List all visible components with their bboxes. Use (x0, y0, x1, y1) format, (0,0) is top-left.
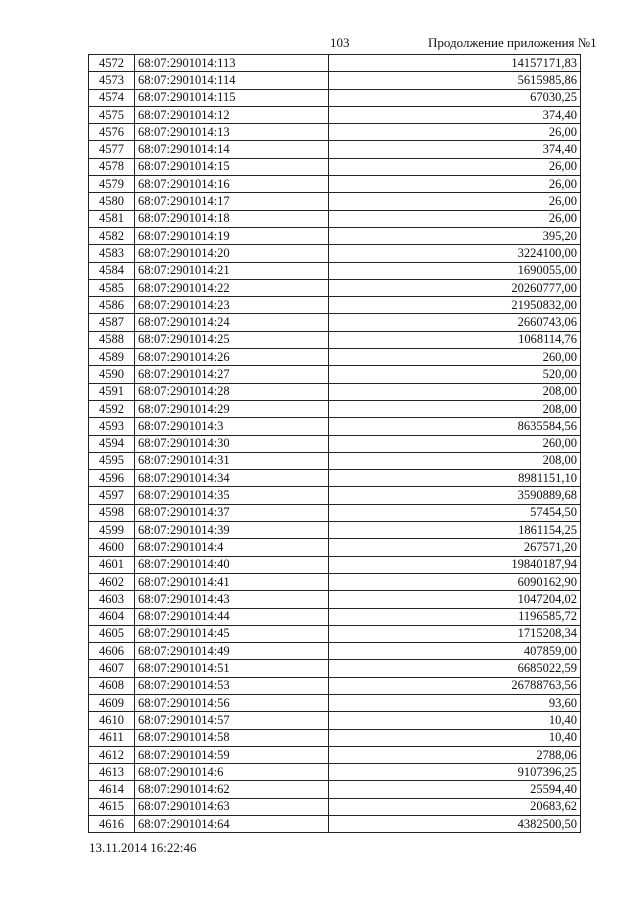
table-row (89, 366, 581, 383)
value-cell: 26,00 (329, 124, 581, 141)
cadastral-number-cell: 68:07:2901014:16 (135, 176, 329, 193)
cadastral-number-cell: 68:07:2901014:31 (135, 452, 329, 469)
cadastral-number-cell: 68:07:2901014:43 (135, 591, 329, 608)
cadastral-number-cell: 68:07:2901014:28 (135, 383, 329, 400)
row-number-cell: 4600 (89, 539, 135, 556)
table-row (89, 729, 581, 746)
row-number-cell: 4607 (89, 660, 135, 677)
table-row (89, 591, 581, 608)
cadastral-number-cell: 68:07:2901014:39 (135, 522, 329, 539)
row-number-cell: 4599 (89, 522, 135, 539)
table-row (89, 106, 581, 123)
table-row (89, 72, 581, 89)
row-number-cell: 4579 (89, 176, 135, 193)
value-cell: 10,40 (329, 729, 581, 746)
cadastral-number-cell: 68:07:2901014:45 (135, 625, 329, 642)
row-number-cell: 4596 (89, 470, 135, 487)
value-cell: 8635584,56 (329, 418, 581, 435)
row-number-cell: 4574 (89, 89, 135, 106)
cadastral-number-cell: 68:07:2901014:20 (135, 245, 329, 262)
cadastral-number-cell: 68:07:2901014:53 (135, 677, 329, 694)
table-row (89, 816, 581, 833)
row-number-cell: 4601 (89, 556, 135, 573)
value-cell: 1068114,76 (329, 331, 581, 348)
row-number-cell: 4595 (89, 452, 135, 469)
table-row (89, 55, 581, 72)
cadastral-number-cell: 68:07:2901014:64 (135, 816, 329, 833)
row-number-cell: 4585 (89, 279, 135, 296)
table-row (89, 573, 581, 590)
value-cell: 208,00 (329, 383, 581, 400)
table-row (89, 764, 581, 781)
table-row (89, 712, 581, 729)
row-number-cell: 4612 (89, 746, 135, 763)
value-cell: 26,00 (329, 176, 581, 193)
value-cell: 3590889,68 (329, 487, 581, 504)
table-row (89, 556, 581, 573)
value-cell: 26,00 (329, 193, 581, 210)
row-number-cell: 4592 (89, 400, 135, 417)
value-cell: 10,40 (329, 712, 581, 729)
cadastral-number-cell: 68:07:2901014:4 (135, 539, 329, 556)
cadastral-number-cell: 68:07:2901014:62 (135, 781, 329, 798)
table-row (89, 746, 581, 763)
cadastral-number-cell: 68:07:2901014:40 (135, 556, 329, 573)
value-cell: 5615985,86 (329, 72, 581, 89)
row-number-cell: 4614 (89, 781, 135, 798)
cadastral-value-table (88, 54, 581, 833)
value-cell: 67030,25 (329, 89, 581, 106)
value-cell: 3224100,00 (329, 245, 581, 262)
cadastral-number-cell: 68:07:2901014:13 (135, 124, 329, 141)
cadastral-number-cell: 68:07:2901014:58 (135, 729, 329, 746)
value-cell: 407859,00 (329, 643, 581, 660)
value-cell: 1196585,72 (329, 608, 581, 625)
value-cell: 57454,50 (329, 504, 581, 521)
row-number-cell: 4587 (89, 314, 135, 331)
row-number-cell: 4576 (89, 124, 135, 141)
cadastral-number-cell: 68:07:2901014:34 (135, 470, 329, 487)
row-number-cell: 4577 (89, 141, 135, 158)
cadastral-number-cell: 68:07:2901014:57 (135, 712, 329, 729)
row-number-cell: 4588 (89, 331, 135, 348)
table-row (89, 141, 581, 158)
table-row (89, 331, 581, 348)
cadastral-number-cell: 68:07:2901014:17 (135, 193, 329, 210)
row-number-cell: 4583 (89, 245, 135, 262)
row-number-cell: 4598 (89, 504, 135, 521)
value-cell: 14157171,83 (329, 55, 581, 72)
row-number-cell: 4589 (89, 349, 135, 366)
value-cell: 267571,20 (329, 539, 581, 556)
cadastral-number-cell: 68:07:2901014:15 (135, 158, 329, 175)
row-number-cell: 4606 (89, 643, 135, 660)
value-cell: 260,00 (329, 349, 581, 366)
table-row (89, 608, 581, 625)
row-number-cell: 4584 (89, 262, 135, 279)
row-number-cell: 4593 (89, 418, 135, 435)
row-number-cell: 4586 (89, 297, 135, 314)
header-note: Продолжение приложения №1 (428, 35, 597, 50)
value-cell: 2660743,06 (329, 314, 581, 331)
table-row (89, 470, 581, 487)
page-number: 103 (330, 35, 350, 50)
row-number-cell: 4613 (89, 764, 135, 781)
cadastral-number-cell: 68:07:2901014:35 (135, 487, 329, 504)
cadastral-number-cell: 68:07:2901014:51 (135, 660, 329, 677)
cadastral-number-cell: 68:07:2901014:113 (135, 55, 329, 72)
row-number-cell: 4608 (89, 677, 135, 694)
cadastral-number-cell: 68:07:2901014:44 (135, 608, 329, 625)
table-row (89, 539, 581, 556)
table-row (89, 193, 581, 210)
table-row (89, 452, 581, 469)
cadastral-number-cell: 68:07:2901014:30 (135, 435, 329, 452)
table-row (89, 400, 581, 417)
table-row (89, 504, 581, 521)
cadastral-number-cell: 68:07:2901014:115 (135, 89, 329, 106)
cadastral-number-cell: 68:07:2901014:21 (135, 262, 329, 279)
row-number-cell: 4582 (89, 227, 135, 244)
table-row (89, 487, 581, 504)
table-body (89, 55, 581, 833)
row-number-cell: 4597 (89, 487, 135, 504)
table-row (89, 245, 581, 262)
table-row (89, 314, 581, 331)
row-number-cell: 4609 (89, 694, 135, 711)
row-number-cell: 4594 (89, 435, 135, 452)
cadastral-number-cell: 68:07:2901014:63 (135, 798, 329, 815)
table-row (89, 625, 581, 642)
cadastral-number-cell: 68:07:2901014:6 (135, 764, 329, 781)
cadastral-number-cell: 68:07:2901014:41 (135, 573, 329, 590)
cadastral-number-cell: 68:07:2901014:12 (135, 106, 329, 123)
row-number-cell: 4580 (89, 193, 135, 210)
value-cell: 6090162,90 (329, 573, 581, 590)
cadastral-number-cell: 68:07:2901014:22 (135, 279, 329, 296)
cadastral-number-cell: 68:07:2901014:29 (135, 400, 329, 417)
value-cell: 20683,62 (329, 798, 581, 815)
row-number-cell: 4590 (89, 366, 135, 383)
value-cell: 4382500,50 (329, 816, 581, 833)
table-row (89, 660, 581, 677)
table-row (89, 694, 581, 711)
cadastral-number-cell: 68:07:2901014:49 (135, 643, 329, 660)
row-number-cell: 4611 (89, 729, 135, 746)
cadastral-number-cell: 68:07:2901014:23 (135, 297, 329, 314)
cadastral-number-cell: 68:07:2901014:25 (135, 331, 329, 348)
table-row (89, 124, 581, 141)
cadastral-number-cell: 68:07:2901014:3 (135, 418, 329, 435)
cadastral-number-cell: 68:07:2901014:14 (135, 141, 329, 158)
table-row (89, 418, 581, 435)
value-cell: 21950832,00 (329, 297, 581, 314)
row-number-cell: 4610 (89, 712, 135, 729)
value-cell: 374,40 (329, 106, 581, 123)
print-timestamp: 13.11.2014 16:22:46 (89, 840, 197, 855)
cadastral-number-cell: 68:07:2901014:18 (135, 210, 329, 227)
value-cell: 1861154,25 (329, 522, 581, 539)
value-cell: 1690055,00 (329, 262, 581, 279)
cadastral-number-cell: 68:07:2901014:27 (135, 366, 329, 383)
table-row (89, 643, 581, 660)
value-cell: 395,20 (329, 227, 581, 244)
row-number-cell: 4578 (89, 158, 135, 175)
value-cell: 374,40 (329, 141, 581, 158)
table-row (89, 383, 581, 400)
value-cell: 26788763,56 (329, 677, 581, 694)
table-row (89, 435, 581, 452)
value-cell: 208,00 (329, 400, 581, 417)
value-cell: 520,00 (329, 366, 581, 383)
table-row (89, 279, 581, 296)
table-row (89, 210, 581, 227)
cadastral-number-cell: 68:07:2901014:26 (135, 349, 329, 366)
value-cell: 208,00 (329, 452, 581, 469)
cadastral-number-cell: 68:07:2901014:56 (135, 694, 329, 711)
value-cell: 6685022,59 (329, 660, 581, 677)
table-row (89, 349, 581, 366)
row-number-cell: 4573 (89, 72, 135, 89)
value-cell: 26,00 (329, 210, 581, 227)
table-row (89, 781, 581, 798)
cadastral-number-cell: 68:07:2901014:19 (135, 227, 329, 244)
value-cell: 19840187,94 (329, 556, 581, 573)
value-cell: 20260777,00 (329, 279, 581, 296)
row-number-cell: 4572 (89, 55, 135, 72)
table-row (89, 89, 581, 106)
row-number-cell: 4603 (89, 591, 135, 608)
value-cell: 2788,06 (329, 746, 581, 763)
table-row (89, 227, 581, 244)
cadastral-number-cell: 68:07:2901014:59 (135, 746, 329, 763)
value-cell: 9107396,25 (329, 764, 581, 781)
value-cell: 26,00 (329, 158, 581, 175)
table-row (89, 176, 581, 193)
table-row (89, 262, 581, 279)
cadastral-number-cell: 68:07:2901014:114 (135, 72, 329, 89)
table-row (89, 798, 581, 815)
value-cell: 93,60 (329, 694, 581, 711)
value-cell: 25594,40 (329, 781, 581, 798)
row-number-cell: 4591 (89, 383, 135, 400)
cadastral-number-cell: 68:07:2901014:37 (135, 504, 329, 521)
row-number-cell: 4615 (89, 798, 135, 815)
value-cell: 260,00 (329, 435, 581, 452)
table-row (89, 297, 581, 314)
value-cell: 1047204,02 (329, 591, 581, 608)
row-number-cell: 4605 (89, 625, 135, 642)
row-number-cell: 4575 (89, 106, 135, 123)
row-number-cell: 4581 (89, 210, 135, 227)
cadastral-number-cell: 68:07:2901014:24 (135, 314, 329, 331)
row-number-cell: 4602 (89, 573, 135, 590)
table-row (89, 522, 581, 539)
value-cell: 1715208,34 (329, 625, 581, 642)
row-number-cell: 4616 (89, 816, 135, 833)
table-row (89, 677, 581, 694)
table-row (89, 158, 581, 175)
row-number-cell: 4604 (89, 608, 135, 625)
value-cell: 8981151,10 (329, 470, 581, 487)
